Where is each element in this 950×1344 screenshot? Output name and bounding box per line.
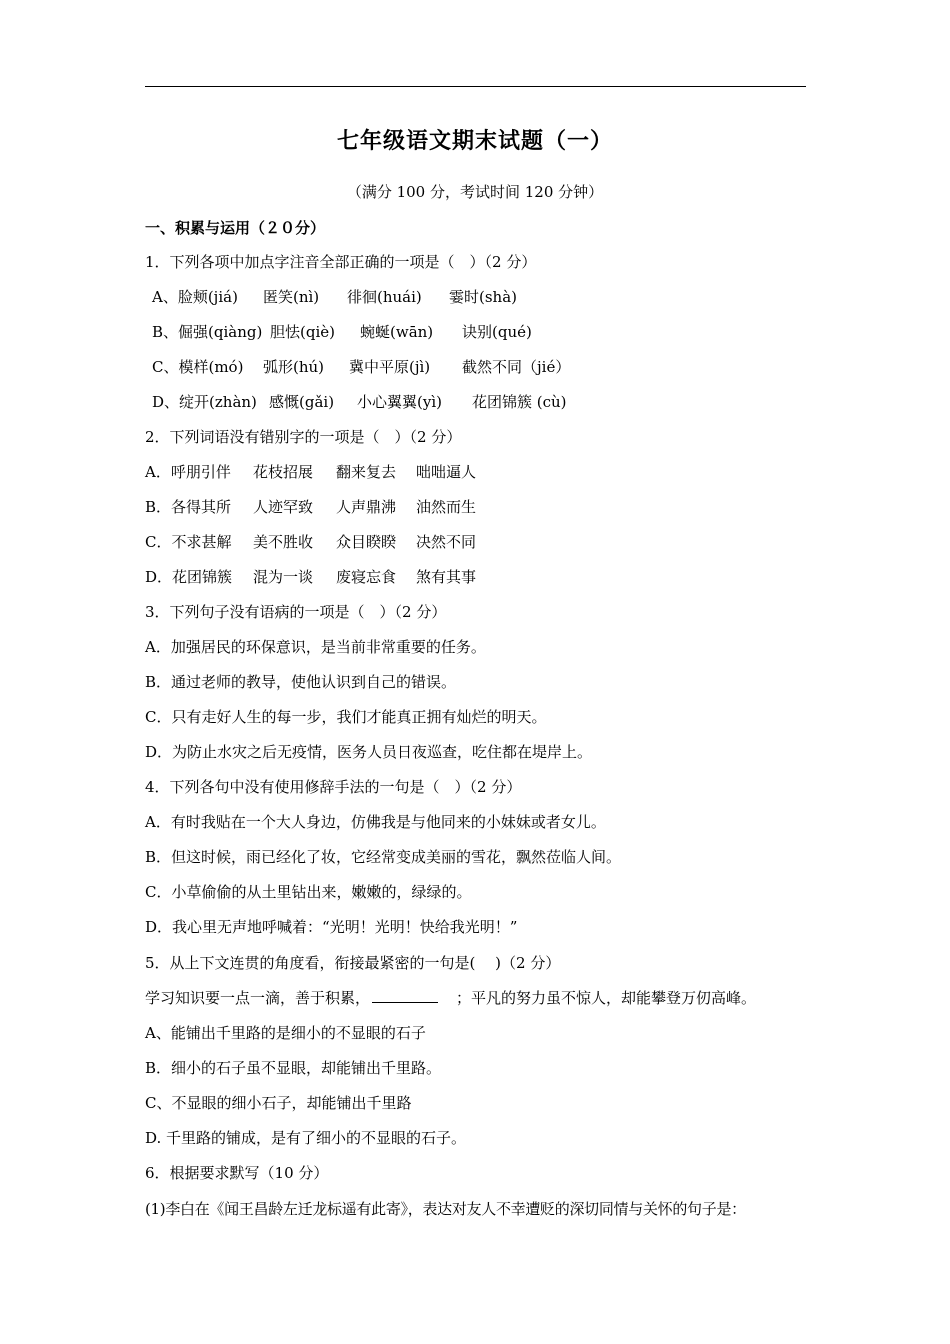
header-rule xyxy=(145,86,806,87)
q6-item-1: (1)李白在《闻王昌龄左迁龙标遥有此寄》，表达对友人不幸遭贬的深切同情与关怀的句子是： xyxy=(145,1200,746,1218)
exam-info: （满分 100 分，考试时间 120 分钟） xyxy=(346,183,604,201)
q4-option-a: A．有时我贴在一个大人身边，仿佛我是与他同来的小妹妹或者女儿。 xyxy=(145,813,606,831)
section-heading: 一、积累与运用（２０分） xyxy=(145,219,326,237)
q2-option-c: C．不求甚解 美不胜收 众目睽睽 决然不同 xyxy=(145,533,477,551)
q2-option-b: B．各得其所 人迹罕致 人声鼎沸 油然而生 xyxy=(145,498,477,516)
q1-stem: 1．下列各项中加点字注音全部正确的一项是（ ）（2 分） xyxy=(145,253,537,271)
q2-stem: 2．下列词语没有错别字的一项是（ ）（2 分） xyxy=(145,428,462,446)
q4-option-c: C．小草偷偷的从土里钻出来，嫩嫩的，绿绿的。 xyxy=(145,883,472,901)
q5-option-c: C、不显眼的细小石子，却能铺出千里路 xyxy=(145,1094,412,1112)
q4-option-b: B．但这时候，雨已经化了妆，它经常变成美丽的雪花，飘然莅临人间。 xyxy=(145,848,622,866)
q5-stem: 5．从上下文连贯的角度看，衔接最紧密的一句是( )（2 分） xyxy=(145,954,561,972)
q3-option-a: A．加强居民的环保意识，是当前非常重要的任务。 xyxy=(145,638,486,656)
answer-blank xyxy=(372,988,438,1003)
q3-option-d: D．为防止水灾之后无疫情，医务人员日夜巡查，吃住都在堤岸上。 xyxy=(145,743,593,761)
q5-option-d: D. 千里路的铺成，是有了细小的不显眼的石子。 xyxy=(145,1129,467,1147)
q3-option-b: B．通过老师的教导，使他认识到自己的错误。 xyxy=(145,673,457,691)
q4-stem: 4．下列各句中没有使用修辞手法的一句是（ ）（2 分） xyxy=(145,778,522,796)
q1-option-b: B、倔强(qiàng) 胆怯(qiè) 蜿蜒(wān) 诀别(qué) xyxy=(152,323,532,341)
q3-option-c: C．只有走好人生的每一步，我们才能真正拥有灿烂的明天。 xyxy=(145,708,547,726)
q3-stem: 3．下列句子没有语病的一项是（ ）（2 分） xyxy=(145,603,447,621)
q5-option-b: B．细小的石子虽不显眼，却能铺出千里路。 xyxy=(145,1059,442,1077)
q2-option-a: A．呼朋引伴 花枝招展 翻来复去 咄咄逼人 xyxy=(145,463,477,481)
q5-option-a: A、能铺出千里路的是细小的不显眼的石子 xyxy=(145,1024,426,1042)
q1-option-c: C、模样(mó) 弧形(hú) 冀中平原(jì) 截然不同（jié） xyxy=(152,358,571,376)
q6-stem: 6．根据要求默写（10 分） xyxy=(145,1164,329,1182)
q5-passage: 学习知识要一点一滴，善于积累， ；平凡的努力虽不惊人，却能攀登万仞高峰。 xyxy=(145,989,757,1007)
q2-option-d: D．花团锦簇 混为一谈 废寝忘食 煞有其事 xyxy=(145,568,477,586)
page-title: 七年级语文期末试题（一） xyxy=(336,128,613,154)
q4-option-d: D．我心里无声地呼喊着：“光明！光明！快给我光明！” xyxy=(145,918,518,936)
q1-option-a: A、脸颊(jiá) 匿笑(nì) 徘徊(huái) 霎时(shà) xyxy=(152,288,518,306)
q1-option-d: D、绽开(zhàn) 感慨(gǎi) 小心翼翼(yì) 花团锦簇 (cù) xyxy=(152,393,567,411)
